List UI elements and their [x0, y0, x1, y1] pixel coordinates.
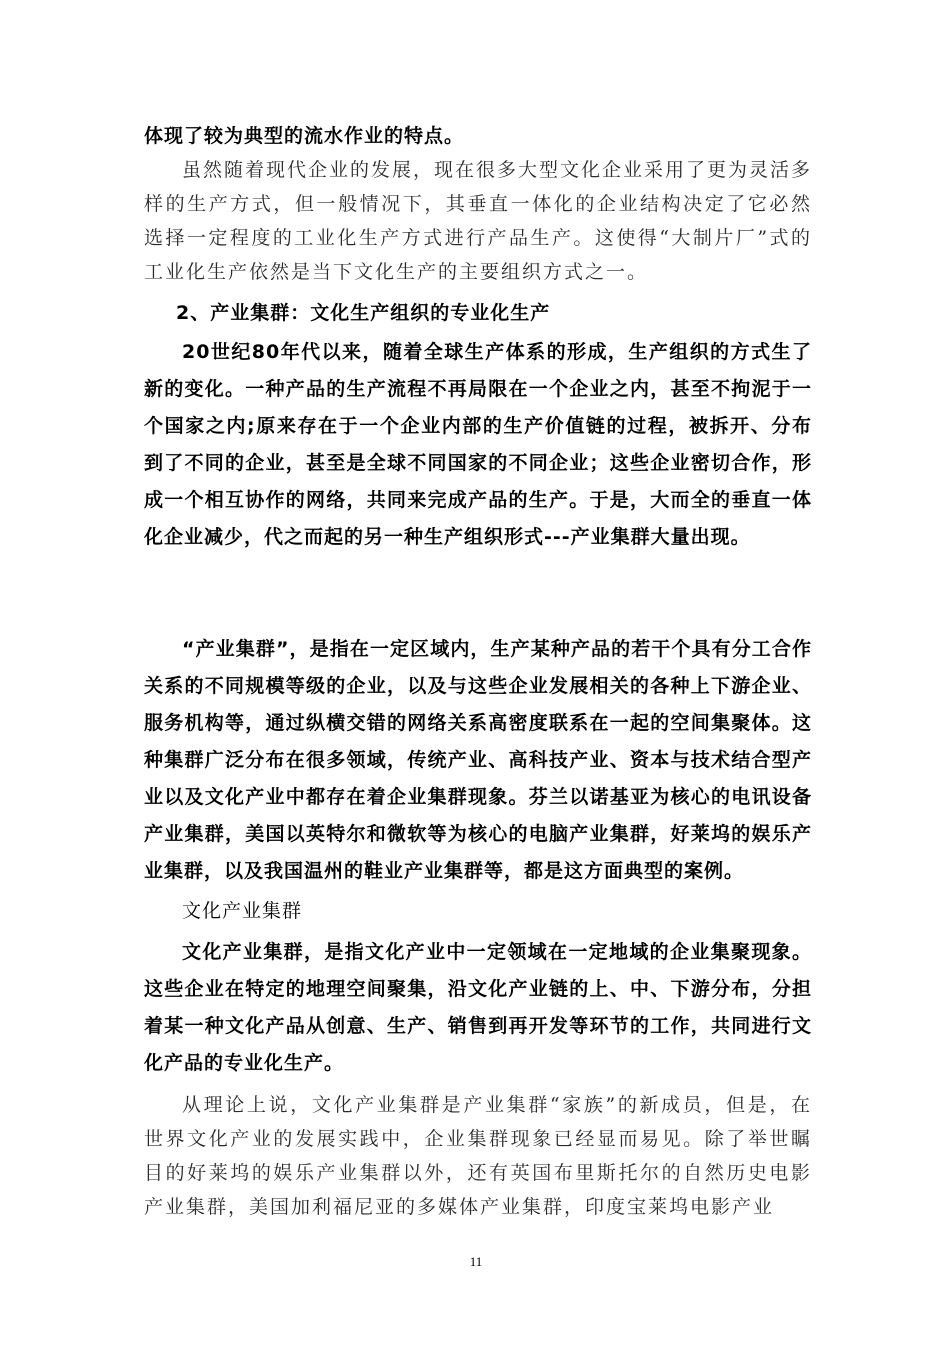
paragraph-continuation: 体现了较为典型的流水作业的特点。 — [144, 125, 465, 147]
paragraph-flow-theory — [144, 1088, 812, 1224]
heading-block-cultural-cluster — [144, 892, 812, 930]
paragraph-cluster-definition: “产业集群”，是指在一定区域内，生产某种产品的若干个具有分工合作关系的不同规模等级的企业，以及与这些企业发展相关的各种上下游企业、服务机构等，通过纵横交错的网络关系高密度联系在一起的空间集聚体。这种集群广泛分布在很多领域，传统产业、高科技产业、资本与技术结合型产业以及文化产业中都存在着企业集群现象。芬兰以诺基亚为核心的电讯设备产业集群，美国以英特尔和微软等为核心的电脑产业集群，好莱坞的娱乐产业集群，以及我国温州的鞋业产业集群等，都是这方面典型的案例。 — [144, 638, 812, 882]
page-number: 11 — [469, 1254, 483, 1269]
paragraph-flow-line-end — [144, 118, 812, 155]
paragraph-flow-cultural-cluster-definition — [144, 934, 812, 1082]
section-heading-industrial-cluster: 2、产业集群：文化生产组织的专业化生产 — [176, 302, 551, 324]
paragraph-global-production: 20世纪80年代以来，随着全球生产体系的形成，生产组织的方式生了新的变化。一种产品的生产流程不再局限在一个企业之内，甚至不拘泥于一个国家之内;原来存在于一个企业内部的生产价值链的过程，被拆开、分布到了不同的企业，甚至是全球不同国家的不同企业；这些企业密切合作，形成一个相互协作的网络，共同来完成产品的生产。于是，大而全的垂直一体化企业减少，代之而起的另一种生产组织形式---产业集群大量出现。 — [144, 341, 812, 548]
subheading-cultural-cluster: 文化产业集群 — [182, 900, 303, 922]
paragraph-flow-global-production — [144, 334, 812, 556]
paragraph-cultural-cluster-definition: 文化产业集群，是指文化产业中一定领域在一定地域的企业集聚现象。这些企业在特定的地理空间聚集，沿文化产业链的上、中、下游分布，分担着某一种文化产品从创意、生产、销售到再开发等环节的工作，共同进行文化产品的专业化生产。 — [144, 941, 812, 1074]
paragraph-theory: 从理论上说，文化产业集群是产业集群“家族”的新成员，但是，在世界文化产业的发展实践中，企业集群现象已经显而易见。除了举世瞩目的好莱坞的娱乐产业集群以外，还有英国布里斯托尔的自然历史电影产业集群，美国加利福尼亚的多媒体产业集群，印度宝莱坞电影产业 — [144, 1094, 812, 1218]
heading-block-industrial-cluster — [144, 295, 812, 332]
paragraph-flow-cluster-definition — [144, 631, 812, 890]
paragraph-flow-modern-enterprise — [144, 153, 812, 289]
paragraph-modern-enterprise: 虽然随着现代企业的发展，现在很多大型文化企业采用了更为灵活多样的生产方式，但一般情况下，其垂直一体化的企业结构决定了它必然选择一定程度的工业化生产方式进行产品生产。这使得“大制片厂”式的工业化生产依然是当下文化生产的主要组织方式之一。 — [144, 159, 813, 283]
